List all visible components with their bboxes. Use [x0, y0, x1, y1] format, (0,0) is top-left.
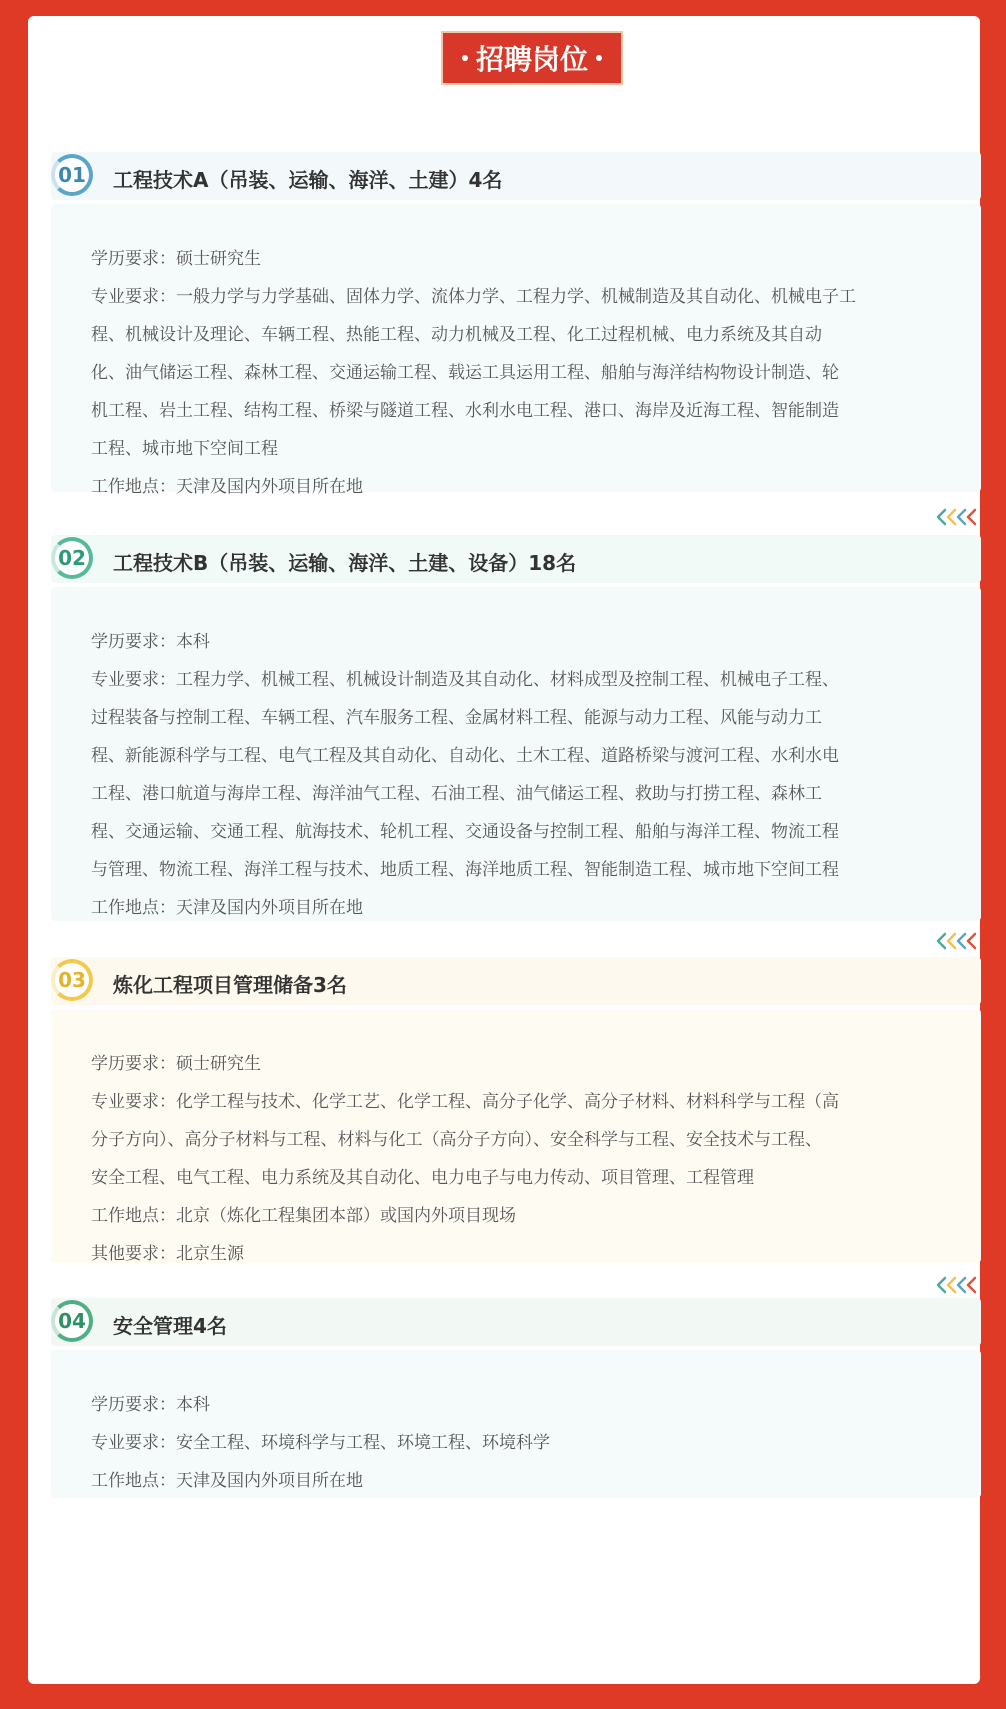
major-requirement-line: 程、交通运输、交通工程、航海技术、轮机工程、交通设备与控制工程、船舶与海洋工程、物流工程 [91, 822, 839, 842]
education-requirement: 学历要求：硕士研究生 [91, 249, 261, 269]
section-number-badge: 03 [51, 959, 93, 1001]
major-requirement-line: 安全工程、电气工程、电力系统及其自动化、电力电子与电力传动、项目管理、工程管理 [91, 1168, 754, 1188]
page-title-badge [441, 31, 623, 85]
major-requirement-line: 工程、港口航道与海岸工程、海洋油气工程、石油工程、油气储运工程、救助与打捞工程、森林工 [91, 784, 822, 804]
section-title: 安全管理4名 [113, 1314, 227, 1338]
education-requirement: 学历要求：本科 [91, 632, 210, 652]
right-dot-icon [596, 55, 602, 61]
major-requirement-line: 分子方向）、高分子材料与工程、材料与化工（高分子方向）、安全科学与工程、安全技术与工程、 [91, 1130, 822, 1150]
major-requirement-line: 专业要求：安全工程、环境科学与工程、环境工程、环境科学 [91, 1433, 550, 1453]
chevrons-left-icon [935, 932, 981, 950]
page-title: 招聘岗位 [475, 43, 588, 76]
section-title: 工程技术B（吊装、运输、海洋、土建、设备）18名 [113, 551, 577, 575]
left-dot-icon [462, 55, 468, 61]
section-title: 炼化工程项目管理储备3名 [113, 973, 347, 997]
section-number-badge: 02 [51, 537, 93, 579]
section-title: 工程技术A（吊装、运输、海洋、土建）4名 [113, 168, 503, 192]
work-location: 工作地点：天津及国内外项目所在地 [91, 898, 363, 918]
chevrons-left-icon [935, 508, 981, 526]
work-location: 工作地点：北京（炼化工程集团本部）或国内外项目现场 [91, 1206, 516, 1226]
content-card [28, 16, 980, 1684]
major-requirement-line: 过程装备与控制工程、车辆工程、汽车服务工程、金属材料工程、能源与动力工程、风能与动力工 [91, 708, 822, 728]
major-requirement-line: 程、机械设计及理论、车辆工程、热能工程、动力机械及工程、化工过程机械、电力系统及其自动 [91, 325, 822, 345]
work-location: 工作地点：天津及国内外项目所在地 [91, 1471, 363, 1491]
major-requirement-line: 机工程、岩土工程、结构工程、桥梁与隧道工程、水利水电工程、港口、海岸及近海工程、智能制造 [91, 401, 839, 421]
work-location: 工作地点：天津及国内外项目所在地 [91, 477, 363, 497]
major-requirement-line: 化、油气储运工程、森林工程、交通运输工程、载运工具运用工程、船舶与海洋结构物设计制造、轮 [91, 363, 839, 383]
chevrons-left-icon [935, 1276, 981, 1294]
major-requirement-line: 工程、城市地下空间工程 [91, 439, 278, 459]
major-requirement-line: 专业要求：一般力学与力学基础、固体力学、流体力学、工程力学、机械制造及其自动化、机械电子工 [91, 287, 856, 307]
major-requirement-line: 专业要求：化学工程与技术、化学工艺、化学工程、高分子化学、高分子材料、材料科学与工程（高 [91, 1092, 839, 1112]
education-requirement: 学历要求：硕士研究生 [91, 1054, 261, 1074]
other-requirement: 其他要求：北京生源 [91, 1244, 244, 1264]
section-number-badge: 01 [51, 154, 93, 196]
education-requirement: 学历要求：本科 [91, 1395, 210, 1415]
major-requirement-line: 专业要求：工程力学、机械工程、机械设计制造及其自动化、材料成型及控制工程、机械电子工程、 [91, 670, 839, 690]
section-number-badge: 04 [51, 1300, 93, 1342]
major-requirement-line: 与管理、物流工程、海洋工程与技术、地质工程、海洋地质工程、智能制造工程、城市地下空间工程 [91, 860, 839, 880]
major-requirement-line: 程、新能源科学与工程、电气工程及其自动化、自动化、土木工程、道路桥梁与渡河工程、水利水电 [91, 746, 839, 766]
